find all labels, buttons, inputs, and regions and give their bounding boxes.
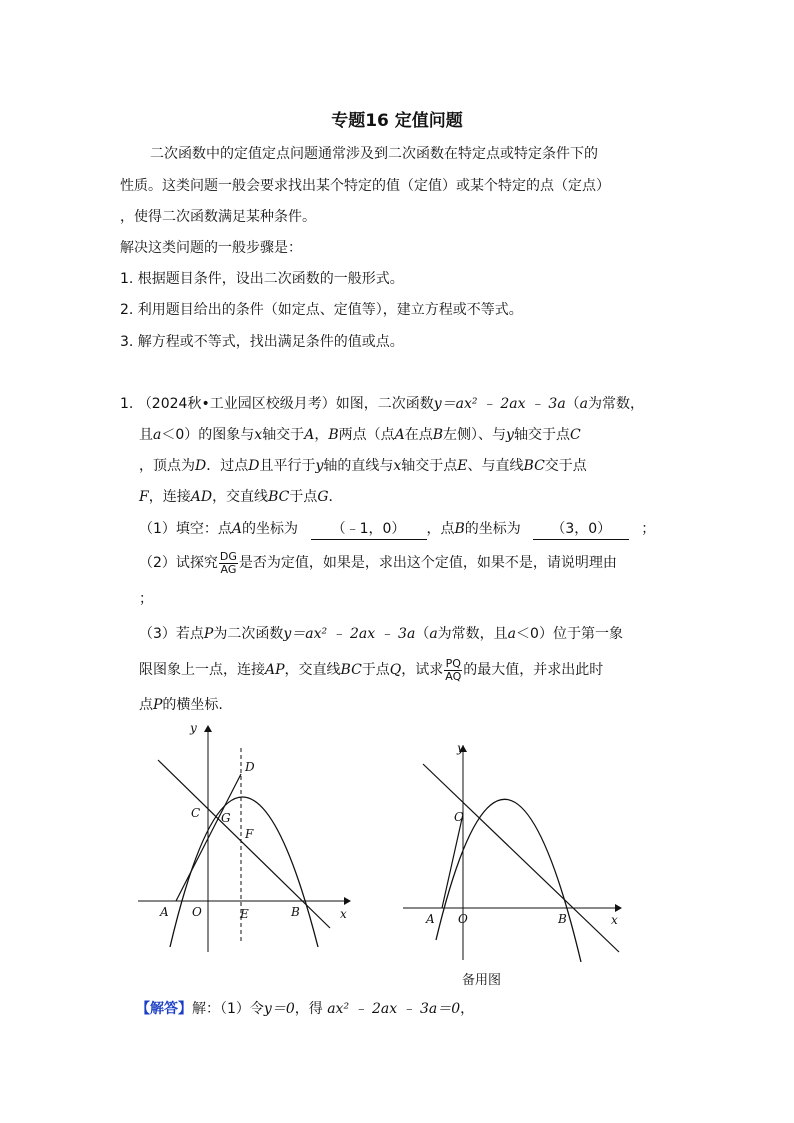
line-bc <box>423 764 619 952</box>
label-B: B <box>291 905 300 919</box>
label-y: y <box>457 741 464 755</box>
figure-1 <box>130 720 370 960</box>
label-E: E <box>240 907 249 921</box>
label-B: B <box>558 912 567 926</box>
problem-line-3: ，顶点为D．过点D且平行于y轴的直线与x轴交于点E、与直线BC交于点 <box>139 458 587 474</box>
intro-line-1: 二次函数中的定值定点问题通常涉及到二次函数在特定点或特定条件下的 <box>150 146 598 162</box>
steps-heading: 解决这类问题的一般步骤是： <box>120 240 302 256</box>
answer-blank-B: （3，0） <box>533 519 629 540</box>
label-F: F <box>245 827 254 841</box>
line-bc <box>158 760 330 928</box>
fraction-dg-ag: $\frac{DG}{AG}$ <box>219 549 237 576</box>
label-A: A <box>160 905 169 919</box>
fraction-pq-aq: $\frac{PQ}{AQ}$ <box>445 656 462 683</box>
page-title: 专题16 定值问题 <box>331 111 463 131</box>
question-3-line-3: 点P的横坐标. <box>139 697 223 713</box>
line-ac <box>442 814 463 908</box>
answer-blank-A: （﹣1，0） <box>311 519 427 540</box>
problem-number: 1. <box>120 396 134 412</box>
figure-2 <box>395 740 635 965</box>
label-A: A <box>426 912 435 926</box>
label-O: O <box>458 912 468 926</box>
function-expression: y＝ax² ﹣ 2ax ﹣ 3a <box>433 396 566 412</box>
question-2-end: ； <box>139 591 153 607</box>
question-1: （1）填空：点A的坐标为 （﹣1，0） ，点B的坐标为 （3，0） ； <box>139 519 655 540</box>
label-C: C <box>191 806 201 820</box>
figure-2-caption: 备用图 <box>462 973 502 988</box>
problem-line-4: F，连接AD，交直线BC于点G． <box>139 489 343 505</box>
problem-line-1: 1. （2024秋•工业园区校级月考）如图，二次函数y＝ax² ﹣ 2ax ﹣ 3a（a为常数， <box>120 396 645 412</box>
step-1: 1. 根据题目条件，设出二次函数的一般形式。 <box>120 271 404 287</box>
label-O: O <box>192 905 202 919</box>
answer-tag: 【解答】 <box>136 1001 192 1017</box>
intro-line-3: ，使得二次函数满足某种条件。 <box>120 209 316 225</box>
label-G: G <box>221 811 231 825</box>
question-2: （2）试探究 $\frac{DG}{AG}$ 是否为定值，如果是，求出这个定值，如果不是，请说明理由 <box>139 549 617 576</box>
problem-source: （2024秋•工业园区校级月考） <box>137 396 336 412</box>
question-3-line-2: 限图象上一点，连接AP，交直线BC于点Q，试求 $\frac{PQ}{AQ}$ 的最大值，并求出此时 <box>139 656 604 683</box>
step-2: 2. 利用题目给出的条件（如定点、定值等），建立方程或不等式。 <box>120 302 523 318</box>
label-D: D <box>245 760 255 774</box>
label-x: x <box>611 913 618 927</box>
question-3-line-1: （3）若点P为二次函数y＝ax² ﹣ 2ax ﹣ 3a（a为常数，且a＜0）位于第一象 <box>139 626 623 642</box>
label-C: C <box>454 810 464 824</box>
intro-line-2: 性质。这类问题一般会要求找出某个特定的值（定值）或某个特定的点（定点） <box>120 178 610 194</box>
step-3: 3. 解方程或不等式，找出满足条件的值或点。 <box>120 334 404 350</box>
problem-line-2: 且a＜0）的图象与x轴交于A，B两点（点A在点B左侧）、与y轴交于点C <box>139 427 581 443</box>
answer-line: 【解答】解：（1）令y＝0，得 ax² ﹣ 2ax ﹣ 3a＝0， <box>136 1001 475 1017</box>
label-y: y <box>190 721 197 735</box>
label-x: x <box>340 907 347 921</box>
